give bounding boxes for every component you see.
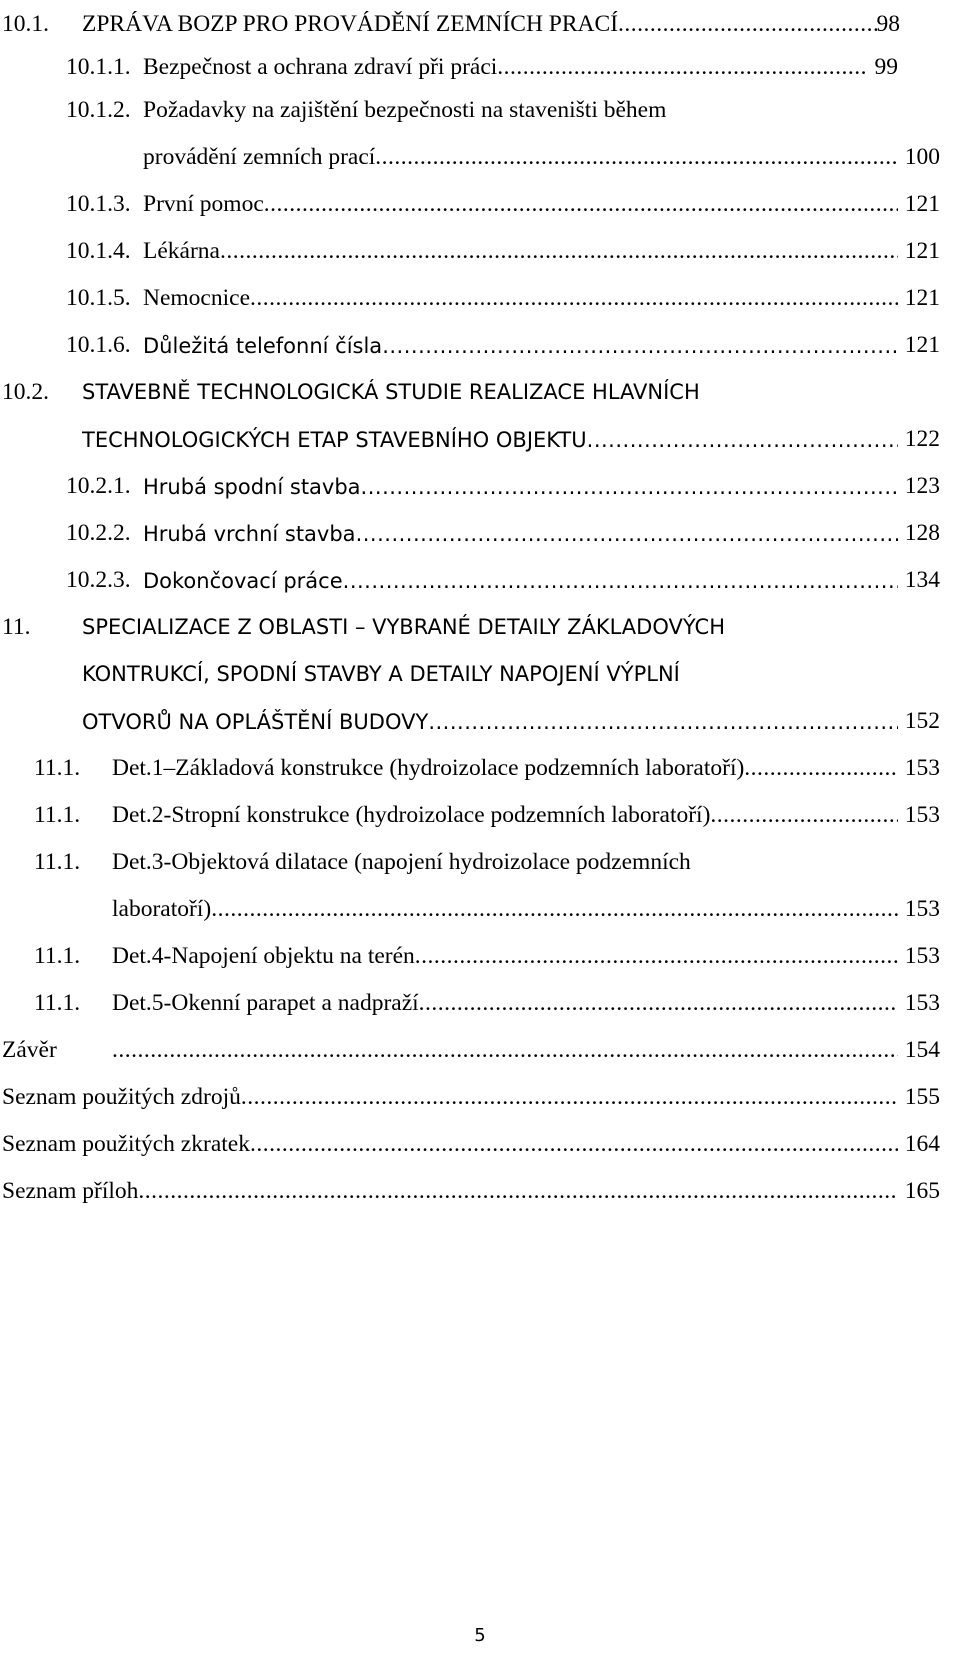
- toc-entry-title: Hrubá vrchní stavba: [143, 521, 356, 546]
- toc-dot-leader: [415, 943, 898, 970]
- toc-entry-number: 10.1.5.: [66, 285, 131, 311]
- toc-entry-title-line: [143, 133, 898, 182]
- toc-dot-leader: [250, 285, 898, 312]
- toc-entry-title-cont: OTVORŮ NA OPLÁŠTĚNÍ BUDOVY: [82, 709, 429, 734]
- toc-entry-title: Det.3-Objektová dilatace (napojení hydroizolace podzemních: [112, 849, 691, 875]
- toc-entry-number: 11.1.: [34, 849, 81, 875]
- toc-entry-title-line: [143, 43, 868, 92]
- toc-entry[interactable]: [0, 274, 960, 323]
- toc-entry-title-line: [2, 1073, 898, 1122]
- toc-entry-title-line: [82, 415, 898, 464]
- toc-entry[interactable]: [0, 932, 960, 981]
- toc-dot-leader: [375, 144, 898, 171]
- toc-dot-leader: [112, 1037, 898, 1064]
- toc-entry-title-cont: KONTRUKCÍ, SPODNÍ STAVBY A DETAILY NAPOJENÍ VÝPLNÍ: [82, 662, 680, 686]
- toc-entry-page: 165: [904, 1178, 940, 1204]
- toc-entry-title: SPECIALIZACE Z OBLASTI – VYBRANÉ DETAILY ZÁKLADOVÝCH: [82, 615, 725, 639]
- toc-entry-title-line: [112, 1026, 898, 1075]
- toc-entry[interactable]: [0, 462, 960, 511]
- toc-entry-title-line: [112, 979, 898, 1028]
- toc-dot-leader: [428, 710, 898, 734]
- toc-entry[interactable]: [0, 979, 960, 1028]
- toc-entry-number: 11.: [2, 614, 31, 640]
- toc-entry-title-line: [112, 791, 898, 840]
- toc-entry-title-line: [143, 227, 898, 276]
- toc-dot-leader: [744, 755, 898, 782]
- toc-dot-leader: [220, 238, 898, 265]
- toc-entry-title-line: [143, 321, 898, 370]
- toc-entry-title: Det.5-Okenní parapet a nadpraží: [112, 990, 419, 1016]
- page-number: 5: [474, 1625, 486, 1646]
- toc-entry[interactable]: [0, 180, 960, 229]
- toc-entry[interactable]: [0, 1073, 960, 1122]
- toc-entry-page: 164: [904, 1131, 940, 1157]
- toc-entry-number: 10.1.2.: [66, 97, 131, 123]
- toc-entry-continuation[interactable]: [0, 415, 960, 464]
- toc-entry-number: 10.2.: [2, 379, 49, 405]
- toc-entry-title: Nemocnice: [143, 285, 251, 311]
- toc-entry-title-line: [143, 509, 898, 558]
- toc-entry[interactable]: [0, 838, 960, 887]
- toc-entry-title-line: [2, 1120, 898, 1169]
- toc-entry-page: 100: [904, 144, 940, 170]
- toc-entry[interactable]: [0, 43, 960, 92]
- toc-entry[interactable]: [0, 603, 960, 652]
- toc-entry-title: Požadavky na zajištění bezpečnosti na staveništi během: [143, 97, 667, 123]
- toc-entry-title: Důležitá telefonní čísla: [143, 333, 383, 358]
- toc-entry-title-line: [82, 0, 880, 49]
- toc-entry-title-line: [112, 885, 898, 934]
- toc-entry-title: Závěr: [2, 1037, 57, 1063]
- toc-dot-leader: [587, 428, 898, 452]
- toc-entry-page: 121: [904, 238, 940, 264]
- toc-entry[interactable]: [0, 1026, 960, 1075]
- toc-entry-title-line: [143, 462, 898, 511]
- toc-entry-number: 10.1.: [2, 11, 49, 37]
- toc-entry-title: ZPRÁVA BOZP PRO PROVÁDĚNÍ ZEMNÍCH PRACÍ: [82, 11, 619, 37]
- toc-entry[interactable]: [0, 509, 960, 558]
- toc-entry-page: 123: [904, 473, 940, 499]
- toc-entry-continuation[interactable]: [0, 697, 960, 746]
- toc-dot-leader: [138, 1178, 898, 1205]
- toc-entry[interactable]: [0, 1167, 960, 1216]
- toc-entry-page: 153: [904, 802, 940, 828]
- toc-entry-page: 153: [904, 896, 940, 922]
- toc-entry[interactable]: [0, 0, 960, 49]
- toc-entry-title-cont: TECHNOLOGICKÝCH ETAP STAVEBNÍHO OBJEKTU: [82, 427, 587, 452]
- toc-entry-number: 10.1.6.: [66, 332, 131, 358]
- toc-entry-page: 152: [904, 708, 940, 734]
- toc-entry-page: 98: [876, 11, 900, 37]
- toc-entry-continuation[interactable]: [0, 885, 960, 934]
- toc-entry-title: Bezpečnost a ochrana zdraví při práci: [143, 54, 498, 80]
- toc-dot-leader: [264, 191, 898, 218]
- toc-entry-number: 10.2.2.: [66, 520, 131, 546]
- toc-dot-leader: [211, 896, 898, 923]
- toc-entry[interactable]: [0, 368, 960, 417]
- toc-dot-leader: [618, 11, 880, 38]
- toc-dot-leader: [382, 334, 898, 358]
- toc-entry-continuation[interactable]: [0, 650, 960, 699]
- toc-entry-number: 10.1.1.: [66, 54, 131, 80]
- toc-entry-title: První pomoc: [143, 191, 264, 217]
- toc-entry[interactable]: [0, 791, 960, 840]
- toc-entry-title-line: [112, 744, 898, 793]
- toc-dot-leader: [241, 1084, 898, 1111]
- toc-entry-title-line: [112, 932, 898, 981]
- toc-entry-page: 121: [904, 191, 940, 217]
- toc-entry-page: 153: [904, 990, 940, 1016]
- toc-dot-leader: [710, 802, 898, 829]
- toc-dot-leader: [419, 990, 898, 1017]
- toc-entry-title-line: [2, 1167, 898, 1216]
- toc-entry-page: 121: [904, 285, 940, 311]
- toc-entry-number: 10.1.4.: [66, 238, 131, 264]
- toc-entry-number: 10.2.3.: [66, 567, 131, 593]
- toc-entry-title-cont: provádění zemních prací: [143, 144, 376, 170]
- toc-entry-number: 11.1.: [34, 802, 81, 828]
- toc-entry-title: Det.1–Základová konstrukce (hydroizolace podzemních laboratoří): [112, 755, 745, 781]
- toc-entry[interactable]: [0, 321, 960, 370]
- toc-entry-title-line: [143, 180, 898, 229]
- toc-entry[interactable]: [0, 1120, 960, 1169]
- toc-entry-title: Seznam příloh: [2, 1178, 139, 1204]
- toc-dot-leader: [361, 475, 898, 499]
- toc-entry-title: Hrubá spodní stavba: [143, 474, 361, 499]
- toc-entry[interactable]: [0, 556, 960, 605]
- toc-entry-page: 153: [904, 943, 940, 969]
- toc-dot-leader: [356, 522, 898, 546]
- toc-dot-leader: [497, 54, 868, 81]
- toc-entry-page: 128: [904, 520, 940, 546]
- toc-entry-title-line: [143, 556, 898, 605]
- toc-entry-page: 121: [904, 332, 940, 358]
- toc-entry-number: 11.1.: [34, 943, 81, 969]
- toc-entry[interactable]: [0, 744, 960, 793]
- toc-entry-title: Det.2-Stropní konstrukce (hydroizolace podzemních laboratoří): [112, 802, 711, 828]
- toc-entry-number: 10.1.3.: [66, 191, 131, 217]
- toc-entry-title: Det.4-Napojení objektu na terén: [112, 943, 415, 969]
- toc-entry-number: 10.2.1.: [66, 473, 131, 499]
- toc-entry[interactable]: [0, 227, 960, 276]
- toc-entry-title-cont: laboratoří): [112, 896, 212, 922]
- toc-entry-page: 153: [904, 755, 940, 781]
- toc-entry-page: 155: [904, 1084, 940, 1110]
- toc-entry-title: Seznam použitých zdrojů: [2, 1084, 241, 1110]
- toc-dot-leader: [250, 1131, 898, 1158]
- toc-entry-page: 122: [904, 426, 940, 452]
- toc-entry-page: 99: [874, 54, 898, 80]
- toc-entry-title: STAVEBNĚ TECHNOLOGICKÁ STUDIE REALIZACE HLAVNÍCH: [82, 380, 700, 404]
- toc-entry-number: 11.1.: [34, 755, 81, 781]
- toc-entry-page: 134: [904, 567, 940, 593]
- toc-entry-title: Seznam použitých zkratek: [2, 1131, 250, 1157]
- toc-entry-title-line: [143, 274, 898, 323]
- toc-entry-page: 154: [904, 1037, 940, 1063]
- toc-entry-continuation[interactable]: [0, 133, 960, 182]
- toc-dot-leader: [343, 569, 898, 593]
- toc-entry-title: Dokončovací práce: [143, 568, 343, 593]
- toc-entry[interactable]: [0, 86, 960, 135]
- toc-entry-title: Lékárna: [143, 238, 220, 264]
- toc-entry-number: 11.1.: [34, 990, 81, 1016]
- toc-entry-title-line: [82, 697, 898, 746]
